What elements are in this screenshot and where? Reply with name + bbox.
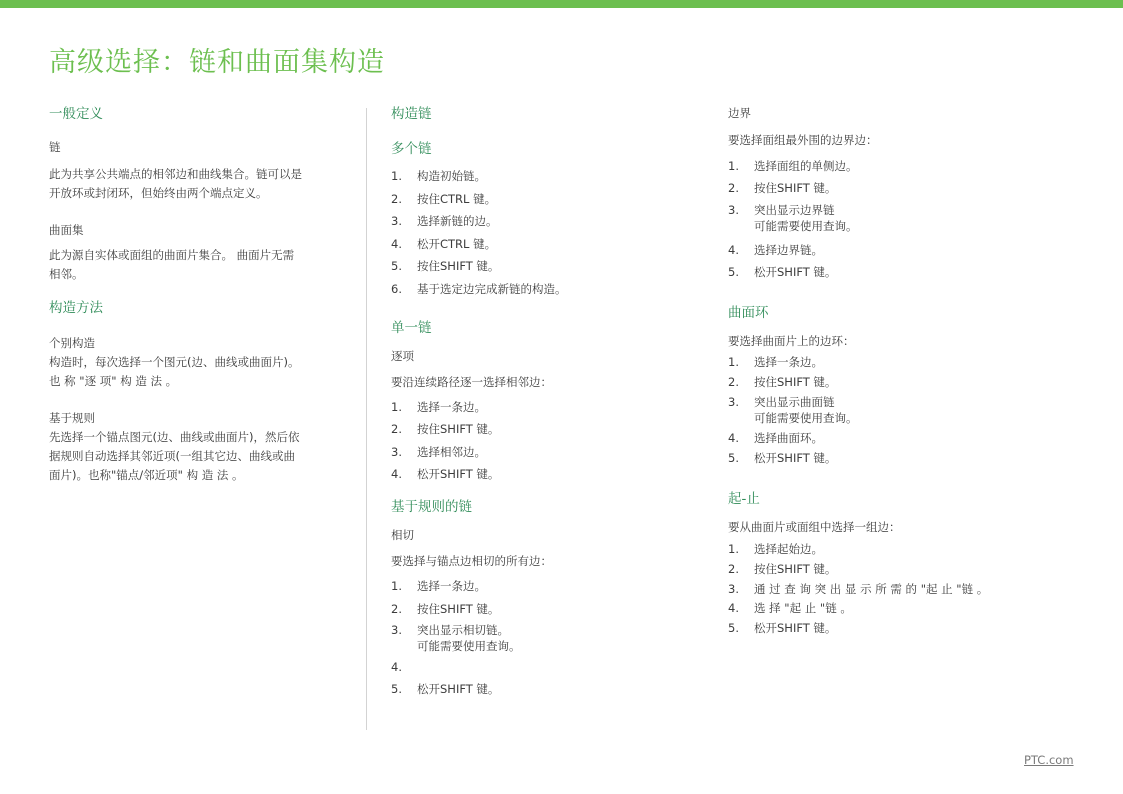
surface-loop-steps <box>728 354 1068 470</box>
list-item: 4. 选 择 "起 止 "链 。 <box>728 601 852 615</box>
surface-set-description <box>49 246 344 284</box>
list-item: 6. 基于选定边完成新链的构造。 <box>391 281 567 296</box>
chain-description-line: 开放环或封闭环，但始终由两个端点定义。 <box>49 186 268 200</box>
list-item: 1. 选择起始边。 <box>728 542 823 556</box>
tangent-steps <box>391 578 701 701</box>
surface-loop-heading: 曲面环 <box>728 305 769 321</box>
rule-description-line: 面片)。也称"锚点/邻近项" 构 造 法 。 <box>49 468 244 482</box>
list-item: 2. 按住SHIFT 键。 <box>391 601 500 616</box>
surface-loop-description: 要选择曲面片上的边环： <box>728 334 855 348</box>
list-item: 2. 按住SHIFT 键。 <box>728 562 837 576</box>
step-note: 可能需要使用查询。 <box>754 219 858 233</box>
list-item: 2. 按住CTRL 键。 <box>391 191 497 206</box>
individual-description-line: 也 称 "逐 项" 构 造 法 。 <box>49 374 178 388</box>
rule-label: 基于规则 <box>49 411 95 425</box>
column-boundary-loop <box>728 104 1068 640</box>
step-note: 可能需要使用查询。 <box>417 638 521 653</box>
list-item: 4. 选择曲面环。 <box>728 431 823 445</box>
chain-description <box>49 165 344 203</box>
surface-set-description-line: 相邻。 <box>49 267 84 281</box>
list-item: 3. 突出显示边界链 可能需要使用查询。 <box>728 202 1068 242</box>
from-to-steps <box>728 541 1068 640</box>
top-accent-bar <box>0 0 1123 8</box>
multiple-chains-steps <box>391 168 701 304</box>
general-definitions-heading: 一般定义 <box>49 106 103 122</box>
construction-method-heading: 构造方法 <box>49 300 103 316</box>
list-item: 4. <box>391 659 402 674</box>
list-item: 4. 松开SHIFT 键。 <box>391 467 500 482</box>
list-item: 5. 按住SHIFT 键。 <box>391 259 500 274</box>
construct-chains-heading: 构造链 <box>391 106 432 122</box>
individual-label: 个别构造 <box>49 336 95 350</box>
single-chain-heading: 单一链 <box>391 319 432 336</box>
list-item: 1. 选择一条边。 <box>391 578 486 593</box>
list-item: 2. 按住SHIFT 键。 <box>728 181 837 195</box>
list-item: 2. 按住SHIFT 键。 <box>391 422 500 437</box>
individual-description-line: 构造时，每次选择一个图元(边、曲线或曲面片)。 <box>49 355 300 369</box>
from-to-heading: 起-止 <box>728 491 760 507</box>
tangent-label: 相切 <box>391 527 414 542</box>
list-item: 5. 松开SHIFT 键。 <box>728 451 837 465</box>
step-note: 可能需要使用查询。 <box>754 411 858 425</box>
column-divider <box>366 108 367 730</box>
list-item: 4. 选择边界链。 <box>728 243 823 257</box>
list-item: 1. 构造初始链。 <box>391 169 486 183</box>
column-definitions <box>49 104 344 485</box>
surface-set-description-line: 此为源自实体或面组的曲面片集合。 曲面片无需 <box>49 248 295 262</box>
from-to-description: 要从曲面片或面组中选择一组边： <box>728 520 901 534</box>
list-item: 5. 松开SHIFT 键。 <box>728 621 837 635</box>
rule-based-construction <box>49 409 344 485</box>
one-by-one-label: 逐项 <box>391 348 414 363</box>
list-item: 1. 选择一条边。 <box>391 399 486 414</box>
list-item: 3. 突出显示曲面链 可能需要使用查询。 <box>728 394 1068 430</box>
boundary-label: 边界 <box>728 106 751 120</box>
list-item: 1. 选择一条边。 <box>728 355 823 369</box>
page-title: 高级选择：链和曲面集构造 <box>49 47 385 78</box>
chain-label: 链 <box>49 140 61 154</box>
list-item: 5. 松开SHIFT 键。 <box>391 681 500 696</box>
multiple-chains-heading: 多个链 <box>391 141 432 157</box>
list-item: 2. 按住SHIFT 键。 <box>728 375 837 389</box>
ptc-link[interactable]: PTC.com <box>1024 753 1074 767</box>
boundary-steps <box>728 158 1068 284</box>
list-item: 3. 选择新链的边。 <box>391 214 498 229</box>
individual-construction <box>49 334 344 391</box>
chain-description-line: 此为共享公共端点的相邻边和曲线集合。链可以是 <box>49 167 302 181</box>
list-item: 4. 松开CTRL 键。 <box>391 236 497 251</box>
rule-based-chain-heading: 基于规则的链 <box>391 498 472 515</box>
list-item: 3. 突出显示相切链。 可能需要使用查询。 <box>391 622 701 659</box>
rule-description-line: 先选择一个锚点图元(边、曲线或曲面片)，然后依 <box>49 430 300 444</box>
rule-description-line: 据规则自动选择其邻近项(一组其它边、曲线或曲 <box>49 449 295 463</box>
one-by-one-description: 要沿连续路径逐一选择相邻边： <box>391 374 552 389</box>
list-item: 1. 选择面组的单侧边。 <box>728 159 858 173</box>
surface-set-label: 曲面集 <box>49 223 84 237</box>
one-by-one-steps <box>391 399 701 489</box>
tangent-description: 要选择与锚点边相切的所有边： <box>391 553 552 568</box>
list-item: 5. 松开SHIFT 键。 <box>728 265 837 279</box>
boundary-description: 要选择面组最外围的边界边： <box>728 133 878 147</box>
list-item: 3. 选择相邻边。 <box>391 444 486 459</box>
list-item: 3. 通 过 查 询 突 出 显 示 所 需 的 "起 止 "链 。 <box>728 582 989 596</box>
column-construct-chains <box>391 104 701 701</box>
